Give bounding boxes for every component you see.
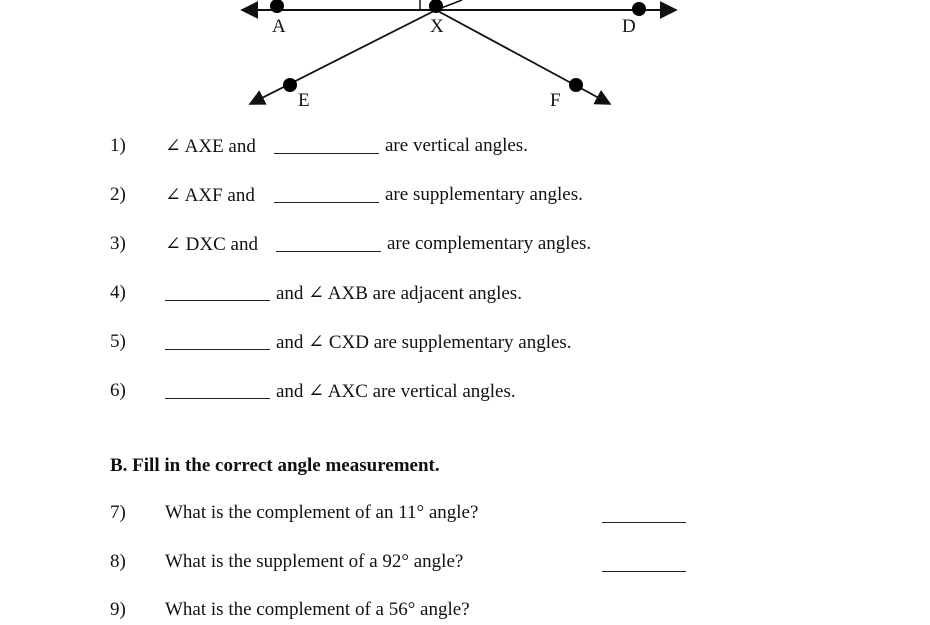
- answer-blank[interactable]: [602, 571, 686, 572]
- question-number: 5): [110, 331, 126, 352]
- question-text: What is the supplement of a 92° angle?: [165, 551, 464, 572]
- question-text: are vertical angles.: [385, 135, 528, 156]
- question-number: 2): [110, 184, 126, 205]
- question-number: 6): [110, 380, 126, 401]
- question-number: 1): [110, 135, 126, 156]
- question-number: 9): [110, 599, 126, 620]
- question-number: 4): [110, 282, 126, 303]
- point-d: [632, 2, 646, 16]
- question-text: and ∠ CXD are supplementary angles.: [276, 332, 572, 353]
- question-text: What is the complement of an 11° angle?: [165, 502, 479, 523]
- answer-blank[interactable]: [165, 349, 270, 350]
- question-stem: ∠ AXF and: [165, 185, 255, 206]
- answer-blank[interactable]: [274, 153, 379, 154]
- label-d: D: [622, 16, 636, 37]
- answer-blank[interactable]: [165, 300, 270, 301]
- question-number: 8): [110, 551, 126, 572]
- ray-xf: [436, 10, 610, 104]
- label-a: A: [272, 16, 286, 37]
- answer-blank[interactable]: [274, 202, 379, 203]
- question-stem: ∠ AXE and: [165, 136, 256, 157]
- section-b-title: B. Fill in the correct angle measurement.: [110, 455, 440, 476]
- point-a: [270, 0, 284, 13]
- question-number: 3): [110, 233, 126, 254]
- answer-blank[interactable]: [602, 522, 686, 523]
- question-text: and ∠ AXB are adjacent angles.: [276, 283, 522, 304]
- label-f: F: [550, 90, 561, 111]
- question-number: 7): [110, 502, 126, 523]
- label-x: X: [430, 16, 444, 37]
- angle-diagram: [0, 0, 930, 120]
- question-text: are supplementary angles.: [385, 184, 583, 205]
- answer-blank[interactable]: [276, 251, 381, 252]
- point-x: [429, 0, 443, 13]
- label-e: E: [298, 90, 310, 111]
- point-f: [569, 78, 583, 92]
- point-e: [283, 78, 297, 92]
- question-text: and ∠ AXC are vertical angles.: [276, 381, 516, 402]
- question-text: are complementary angles.: [387, 233, 592, 254]
- question-text: What is the complement of a 56° angle?: [165, 599, 470, 620]
- answer-blank[interactable]: [165, 398, 270, 399]
- question-stem: ∠ DXC and: [165, 234, 258, 255]
